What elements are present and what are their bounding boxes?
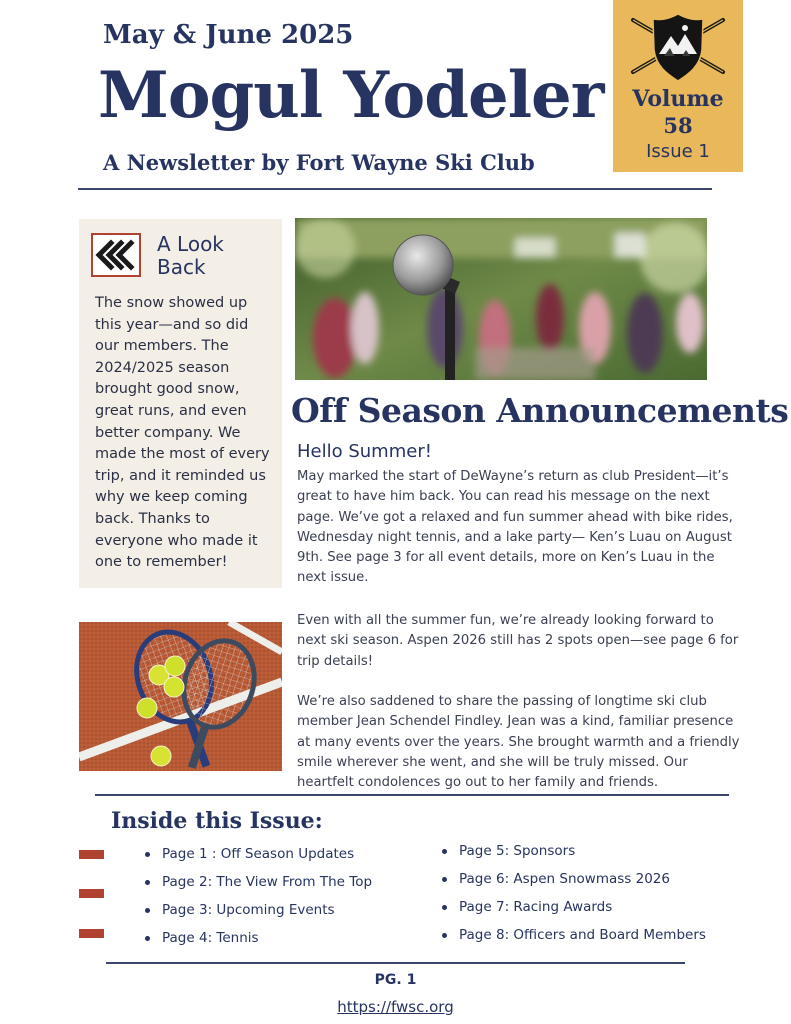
contents-item: Page 7: Racing Awards xyxy=(442,893,706,921)
volume-number: 58 xyxy=(663,113,693,138)
contents-item: Page 2: The View From The Top xyxy=(145,868,372,896)
inside-divider xyxy=(95,794,729,796)
accent-bar xyxy=(79,850,104,859)
chevrons-left-icon xyxy=(91,233,141,277)
section-subheading: Hello Summer! xyxy=(297,441,432,462)
website-link[interactable]: https://fwsc.org xyxy=(337,998,454,1016)
volume-badge xyxy=(613,0,743,172)
footer-divider xyxy=(106,962,685,964)
announcement-paragraph: Even with all the summer fun, we’re already looking forward to next ski season. Aspen 2026 still has 2 spots open—see page 6 for trip details! xyxy=(297,613,739,669)
contents-item: Page 8: Officers and Board Members xyxy=(442,921,706,949)
page-number: PG. 1 xyxy=(374,972,417,988)
look-back-sidebar xyxy=(79,219,282,588)
look-back-title: A Look Back xyxy=(157,232,224,279)
tennis-photo xyxy=(79,622,282,771)
microphone-photo xyxy=(295,218,707,380)
announcement-paragraph: May marked the start of DeWayne’s return as club President—it’s great to have him back. You can read his message on the next page. We’ve got a relaxed and fun summer ahead with bike rides, Wednesday night tennis, and a lake party— Ken’s Luau on August 9th. See page 3 for all event details, more on Ken’s Luau in the next issue. xyxy=(297,469,733,586)
issue-label: Issue 1 xyxy=(646,141,710,162)
contents-list-left xyxy=(145,840,372,952)
newsletter-tagline: A Newsletter by Fort Wayne Ski Club xyxy=(103,150,535,175)
contents-item: Page 3: Upcoming Events xyxy=(145,896,372,924)
contents-item: Page 6: Aspen Snowmass 2026 xyxy=(442,865,706,893)
accent-bar xyxy=(79,929,104,938)
announcement-paragraph: We’re also saddened to share the passing of longtime ski club member Jean Schendel Findley. Jean was a kind, familiar presence at many events over the years. She brought warmth and a friendly smile wherever she went, and she will be truly missed. Our heartfelt condolences go out to her family and friends. xyxy=(297,694,740,791)
contents-item: Page 5: Sponsors xyxy=(442,837,706,865)
section-title: Off Season Announcements xyxy=(291,391,789,430)
look-back-text: The snow showed up this year—and so did our members. The 2024/2025 season brought good snow, great runs, and even better company. We made the most of every trip, and it reminded us why we keep coming back. Thanks to everyone who made it one to remember! xyxy=(95,295,270,571)
inside-issue-title: Inside this Issue: xyxy=(111,808,323,834)
contents-list-right xyxy=(442,837,706,949)
issue-date: May & June 2025 xyxy=(103,20,354,50)
contents-item: Page 4: Tennis xyxy=(145,924,372,952)
header-divider xyxy=(78,188,712,190)
ski-club-crest-icon xyxy=(627,10,729,84)
volume-label: Volume xyxy=(632,86,724,112)
newsletter-title: Mogul Yodeler xyxy=(98,58,604,133)
accent-bar xyxy=(79,889,104,898)
contents-item: Page 1 : Off Season Updates xyxy=(145,840,372,868)
